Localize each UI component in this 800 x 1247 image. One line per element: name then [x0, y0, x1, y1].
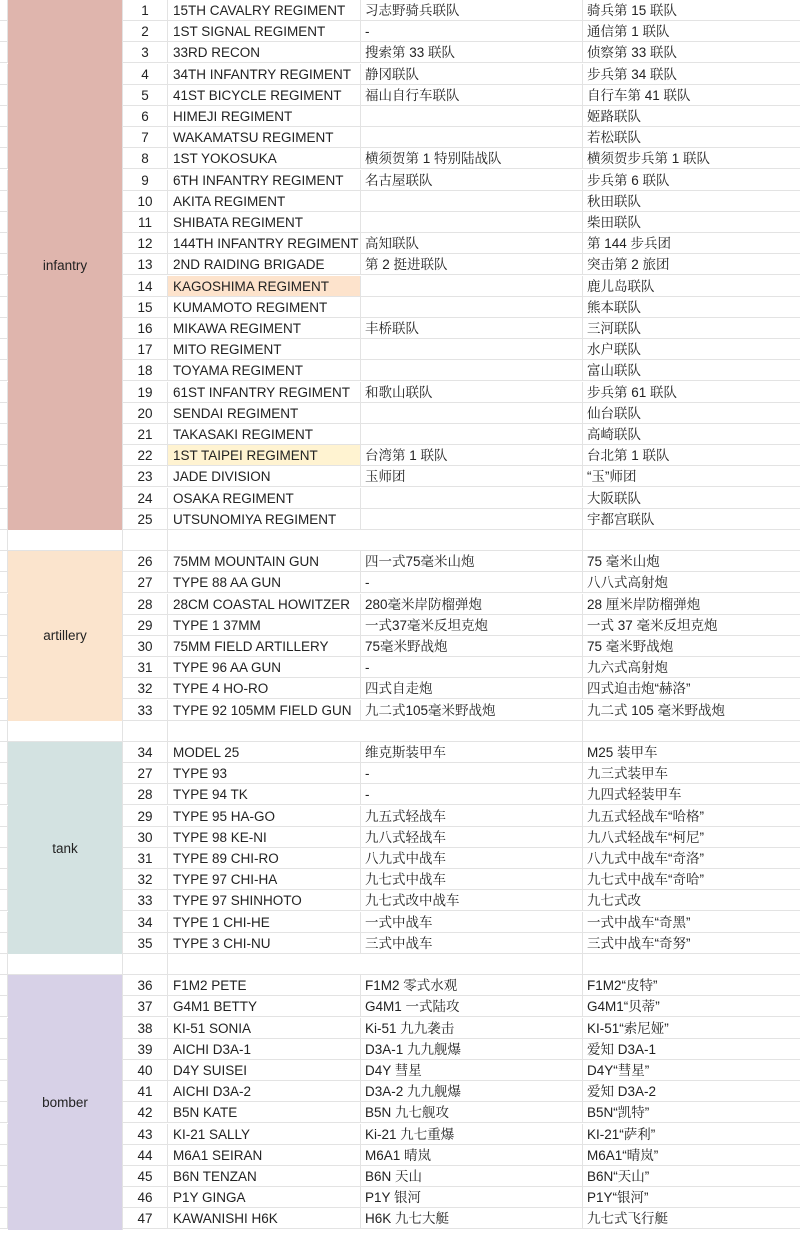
translation-cell[interactable]: M25 装甲车 [583, 742, 800, 763]
row-margin-cell[interactable] [0, 827, 8, 848]
row-number-cell[interactable]: 13 [123, 254, 168, 275]
english-name-cell[interactable]: 144TH INFANTRY REGIMENT [168, 233, 361, 254]
row-number-cell[interactable]: 29 [123, 806, 168, 827]
row-number-cell[interactable]: 22 [123, 445, 168, 466]
english-name-cell[interactable]: TYPE 1 37MM [168, 615, 361, 636]
chinese-name-cell[interactable]: 台湾第 1 联队 [361, 445, 583, 466]
row-number-cell[interactable]: 1 [123, 0, 168, 21]
chinese-name-cell[interactable]: 维克斯装甲车 [361, 742, 583, 763]
row-margin-cell[interactable] [0, 1102, 8, 1123]
row-number-cell[interactable]: 25 [123, 509, 168, 530]
row-number-cell[interactable]: 19 [123, 382, 168, 403]
row-number-cell[interactable]: 30 [123, 636, 168, 657]
english-name-cell[interactable]: TYPE 97 CHI-HA [168, 869, 361, 890]
chinese-name-cell[interactable]: 福山自行车联队 [361, 85, 583, 106]
translation-cell[interactable]: 柴田联队 [583, 212, 800, 233]
english-name-cell[interactable]: 6TH INFANTRY REGIMENT [168, 170, 361, 191]
empty-row[interactable] [0, 530, 800, 551]
row-margin-cell[interactable] [0, 1060, 8, 1081]
row-number-cell[interactable]: 33 [123, 700, 168, 721]
row-margin-cell[interactable] [0, 42, 8, 63]
row-number-cell[interactable]: 30 [123, 827, 168, 848]
chinese-name-cell[interactable]: 习志野骑兵联队 [361, 0, 583, 21]
english-name-cell[interactable]: TYPE 93 [168, 763, 361, 784]
translation-cell[interactable]: 九二式 105 毫米野战炮 [583, 700, 800, 721]
row-number-cell[interactable]: 43 [123, 1124, 168, 1145]
row-number-cell[interactable]: 17 [123, 339, 168, 360]
row-number-cell[interactable]: 9 [123, 170, 168, 191]
row-margin-cell[interactable] [0, 212, 8, 233]
empty-row[interactable] [0, 954, 800, 975]
chinese-name-cell[interactable]: 四一式75毫米山炮 [361, 551, 583, 572]
chinese-name-cell[interactable]: 四式自走炮 [361, 678, 583, 699]
chinese-name-cell[interactable] [361, 212, 583, 233]
row-number-cell[interactable]: 32 [123, 869, 168, 890]
row-margin-cell[interactable] [0, 191, 8, 212]
english-name-cell[interactable]: OSAKA REGIMENT [168, 488, 361, 509]
english-name-cell[interactable]: TYPE 96 AA GUN [168, 657, 361, 678]
row-margin-cell[interactable] [0, 254, 8, 275]
english-name-cell[interactable]: UTSUNOMIYA REGIMENT [168, 509, 361, 530]
row-number-cell[interactable]: 28 [123, 594, 168, 615]
translation-cell[interactable]: 步兵第 61 联队 [583, 382, 800, 403]
english-name-cell[interactable]: JADE DIVISION [168, 466, 361, 487]
translation-cell[interactable]: 28 厘米岸防榴弹炮 [583, 594, 800, 615]
row-margin-cell[interactable] [0, 996, 8, 1017]
translation-cell[interactable]: 九五式轻战车“哈格” [583, 806, 800, 827]
category-cell-bomber[interactable]: bomber [8, 975, 123, 1229]
translation-cell[interactable]: 爱知 D3A-2 [583, 1081, 800, 1102]
chinese-name-cell[interactable] [361, 509, 583, 530]
english-name-cell[interactable]: AICHI D3A-1 [168, 1039, 361, 1060]
translation-cell[interactable]: KI-21“萨利” [583, 1124, 800, 1145]
row-margin-cell[interactable] [0, 509, 8, 530]
translation-cell[interactable]: KI-51“索尼娅” [583, 1018, 800, 1039]
row-number-cell[interactable]: 31 [123, 657, 168, 678]
translation-cell[interactable]: 75 毫米山炮 [583, 551, 800, 572]
english-name-cell[interactable]: 28CM COASTAL HOWITZER [168, 594, 361, 615]
translation-cell[interactable]: 高崎联队 [583, 424, 800, 445]
translation-cell[interactable]: 骑兵第 15 联队 [583, 0, 800, 21]
row-margin-cell[interactable] [0, 148, 8, 169]
row-margin-cell[interactable] [0, 403, 8, 424]
translation-cell[interactable]: F1M2“皮特” [583, 975, 800, 996]
translation-cell[interactable]: B6N“天山” [583, 1166, 800, 1187]
chinese-name-cell[interactable]: P1Y 银河 [361, 1187, 583, 1208]
translation-cell[interactable]: 三式中战车“奇努” [583, 933, 800, 954]
row-number-cell[interactable]: 21 [123, 424, 168, 445]
chinese-name-cell[interactable]: 一式37毫米反坦克炮 [361, 615, 583, 636]
translation-cell[interactable]: 九四式轻装甲车 [583, 784, 800, 805]
english-name-cell[interactable]: TOYAMA REGIMENT [168, 360, 361, 381]
english-name-cell[interactable]: 1ST TAIPEI REGIMENT [168, 445, 361, 466]
chinese-name-cell[interactable]: 横须贺第 1 特别陆战队 [361, 148, 583, 169]
chinese-name-cell[interactable]: 名古屋联队 [361, 170, 583, 191]
translation-cell[interactable]: 八九式中战车“奇洛” [583, 848, 800, 869]
translation-cell[interactable]: 鹿儿岛联队 [583, 276, 800, 297]
english-name-cell[interactable]: M6A1 SEIRAN [168, 1145, 361, 1166]
row-margin-cell[interactable] [0, 657, 8, 678]
row-number-cell[interactable]: 46 [123, 1187, 168, 1208]
row-number-cell[interactable]: 5 [123, 85, 168, 106]
row-margin-cell[interactable] [0, 1124, 8, 1145]
row-number-cell[interactable]: 10 [123, 191, 168, 212]
translation-cell[interactable]: 九七式改 [583, 890, 800, 911]
chinese-name-cell[interactable]: - [361, 572, 583, 593]
row-margin-cell[interactable] [0, 890, 8, 911]
english-name-cell[interactable]: D4Y SUISEI [168, 1060, 361, 1081]
chinese-name-cell[interactable]: F1M2 零式水观 [361, 975, 583, 996]
row-margin-cell[interactable] [0, 85, 8, 106]
chinese-name-cell[interactable]: Ki-21 九七重爆 [361, 1124, 583, 1145]
row-margin-cell[interactable] [0, 784, 8, 805]
translation-cell[interactable]: 步兵第 6 联队 [583, 170, 800, 191]
row-number-cell[interactable]: 39 [123, 1039, 168, 1060]
row-margin-cell[interactable] [0, 127, 8, 148]
empty-row[interactable] [0, 721, 800, 742]
row-number-cell[interactable]: 35 [123, 933, 168, 954]
english-name-cell[interactable]: TAKASAKI REGIMENT [168, 424, 361, 445]
row-margin-cell[interactable] [0, 1145, 8, 1166]
translation-cell[interactable]: 爱知 D3A-1 [583, 1039, 800, 1060]
english-name-cell[interactable]: TYPE 88 AA GUN [168, 572, 361, 593]
english-name-cell[interactable]: KAGOSHIMA REGIMENT [168, 276, 361, 297]
chinese-name-cell[interactable] [361, 403, 583, 424]
row-number-cell[interactable]: 33 [123, 890, 168, 911]
english-name-cell[interactable]: MITO REGIMENT [168, 339, 361, 360]
english-name-cell[interactable]: 75MM MOUNTAIN GUN [168, 551, 361, 572]
english-name-cell[interactable]: TYPE 97 SHINHOTO [168, 890, 361, 911]
row-number-cell[interactable]: 26 [123, 551, 168, 572]
chinese-name-cell[interactable]: 静冈联队 [361, 64, 583, 85]
translation-cell[interactable]: 九三式装甲车 [583, 763, 800, 784]
row-margin-cell[interactable] [0, 382, 8, 403]
row-margin-cell[interactable] [0, 551, 8, 572]
chinese-name-cell[interactable]: 280毫米岸防榴弹炮 [361, 594, 583, 615]
english-name-cell[interactable]: P1Y GINGA [168, 1187, 361, 1208]
english-name-cell[interactable]: SENDAI REGIMENT [168, 403, 361, 424]
row-number-cell[interactable]: 18 [123, 360, 168, 381]
row-number-cell[interactable]: 47 [123, 1208, 168, 1229]
english-name-cell[interactable]: TYPE 1 CHI-HE [168, 912, 361, 933]
chinese-name-cell[interactable] [361, 276, 583, 297]
chinese-name-cell[interactable]: 搜索第 33 联队 [361, 42, 583, 63]
translation-cell[interactable]: B5N“凯特” [583, 1102, 800, 1123]
category-cell-artillery[interactable]: artillery [8, 551, 123, 721]
translation-cell[interactable]: 横须贺步兵第 1 联队 [583, 148, 800, 169]
english-name-cell[interactable]: 34TH INFANTRY REGIMENT [168, 64, 361, 85]
translation-cell[interactable]: 一式 37 毫米反坦克炮 [583, 615, 800, 636]
english-name-cell[interactable]: TYPE 92 105MM FIELD GUN [168, 700, 361, 721]
row-margin-cell[interactable] [0, 1208, 8, 1229]
row-margin-cell[interactable] [0, 912, 8, 933]
row-number-cell[interactable]: 36 [123, 975, 168, 996]
row-margin-cell[interactable] [0, 466, 8, 487]
category-cell-tank[interactable]: tank [8, 742, 123, 954]
translation-cell[interactable]: 八八式高射炮 [583, 572, 800, 593]
row-number-cell[interactable]: 31 [123, 848, 168, 869]
english-name-cell[interactable]: TYPE 95 HA-GO [168, 806, 361, 827]
row-number-cell[interactable]: 2 [123, 21, 168, 42]
translation-cell[interactable]: 九六式高射炮 [583, 657, 800, 678]
english-name-cell[interactable]: B5N KATE [168, 1102, 361, 1123]
english-name-cell[interactable]: TYPE 94 TK [168, 784, 361, 805]
translation-cell[interactable]: 台北第 1 联队 [583, 445, 800, 466]
chinese-name-cell[interactable]: B5N 九七舰攻 [361, 1102, 583, 1123]
row-margin-cell[interactable] [0, 488, 8, 509]
chinese-name-cell[interactable]: - [361, 21, 583, 42]
chinese-name-cell[interactable]: 九八式轻战车 [361, 827, 583, 848]
translation-cell[interactable]: 熊本联队 [583, 297, 800, 318]
row-margin-cell[interactable] [0, 678, 8, 699]
chinese-name-cell[interactable] [361, 424, 583, 445]
translation-cell[interactable]: 九七式中战车“奇哈” [583, 869, 800, 890]
english-name-cell[interactable]: F1M2 PETE [168, 975, 361, 996]
row-margin-cell[interactable] [0, 297, 8, 318]
row-margin-cell[interactable] [0, 572, 8, 593]
translation-cell[interactable]: 自行车第 41 联队 [583, 85, 800, 106]
row-number-cell[interactable]: 11 [123, 212, 168, 233]
english-name-cell[interactable]: 2ND RAIDING BRIGADE [168, 254, 361, 275]
row-number-cell[interactable]: 4 [123, 64, 168, 85]
row-number-cell[interactable]: 12 [123, 233, 168, 254]
chinese-name-cell[interactable]: 75毫米野战炮 [361, 636, 583, 657]
row-margin-cell[interactable] [0, 318, 8, 339]
row-number-cell[interactable]: 20 [123, 403, 168, 424]
row-margin-cell[interactable] [0, 933, 8, 954]
english-name-cell[interactable]: AICHI D3A-2 [168, 1081, 361, 1102]
english-name-cell[interactable]: KI-51 SONIA [168, 1018, 361, 1039]
chinese-name-cell[interactable]: D3A-1 九九舰爆 [361, 1039, 583, 1060]
english-name-cell[interactable]: 75MM FIELD ARTILLERY [168, 636, 361, 657]
chinese-name-cell[interactable] [361, 191, 583, 212]
row-number-cell[interactable]: 38 [123, 1018, 168, 1039]
row-number-cell[interactable]: 3 [123, 42, 168, 63]
row-number-cell[interactable]: 29 [123, 615, 168, 636]
english-name-cell[interactable]: TYPE 89 CHI-RO [168, 848, 361, 869]
chinese-name-cell[interactable]: 玉师团 [361, 466, 583, 487]
translation-cell[interactable]: 水户联队 [583, 339, 800, 360]
row-number-cell[interactable]: 32 [123, 678, 168, 699]
row-margin-cell[interactable] [0, 636, 8, 657]
row-margin-cell[interactable] [0, 424, 8, 445]
row-number-cell[interactable]: 40 [123, 1060, 168, 1081]
translation-cell[interactable]: 突击第 2 旅团 [583, 254, 800, 275]
translation-cell[interactable]: 宇都宫联队 [583, 509, 800, 530]
english-name-cell[interactable]: B6N TENZAN [168, 1166, 361, 1187]
row-number-cell[interactable]: 34 [123, 912, 168, 933]
translation-cell[interactable]: 秋田联队 [583, 191, 800, 212]
english-name-cell[interactable]: G4M1 BETTY [168, 996, 361, 1017]
row-number-cell[interactable]: 14 [123, 276, 168, 297]
row-number-cell[interactable]: 15 [123, 297, 168, 318]
translation-cell[interactable]: 大阪联队 [583, 488, 800, 509]
row-margin-cell[interactable] [0, 21, 8, 42]
chinese-name-cell[interactable]: 和歌山联队 [361, 382, 583, 403]
row-margin-cell[interactable] [0, 1039, 8, 1060]
row-margin-cell[interactable] [0, 615, 8, 636]
english-name-cell[interactable]: 1ST SIGNAL REGIMENT [168, 21, 361, 42]
chinese-name-cell[interactable]: B6N 天山 [361, 1166, 583, 1187]
row-number-cell[interactable]: 23 [123, 466, 168, 487]
row-number-cell[interactable]: 27 [123, 572, 168, 593]
row-margin-cell[interactable] [0, 339, 8, 360]
row-number-cell[interactable]: 34 [123, 742, 168, 763]
row-margin-cell[interactable] [0, 1187, 8, 1208]
english-name-cell[interactable]: 33RD RECON [168, 42, 361, 63]
row-margin-cell[interactable] [0, 1166, 8, 1187]
row-number-cell[interactable]: 45 [123, 1166, 168, 1187]
row-number-cell[interactable]: 41 [123, 1081, 168, 1102]
chinese-name-cell[interactable]: H6K 九七大艇 [361, 1208, 583, 1229]
chinese-name-cell[interactable]: 第 2 挺进联队 [361, 254, 583, 275]
translation-cell[interactable]: 第 144 步兵团 [583, 233, 800, 254]
translation-cell[interactable]: 姬路联队 [583, 106, 800, 127]
chinese-name-cell[interactable]: M6A1 晴岚 [361, 1145, 583, 1166]
translation-cell[interactable]: 富山联队 [583, 360, 800, 381]
translation-cell[interactable]: 仙台联队 [583, 403, 800, 424]
chinese-name-cell[interactable]: 三式中战车 [361, 933, 583, 954]
english-name-cell[interactable]: KUMAMOTO REGIMENT [168, 297, 361, 318]
chinese-name-cell[interactable]: 九七式改中战车 [361, 890, 583, 911]
translation-cell[interactable]: 通信第 1 联队 [583, 21, 800, 42]
row-margin-cell[interactable] [0, 763, 8, 784]
row-margin-cell[interactable] [0, 700, 8, 721]
row-number-cell[interactable]: 6 [123, 106, 168, 127]
chinese-name-cell[interactable] [361, 127, 583, 148]
english-name-cell[interactable]: MODEL 25 [168, 742, 361, 763]
row-number-cell[interactable]: 24 [123, 488, 168, 509]
chinese-name-cell[interactable]: - [361, 763, 583, 784]
chinese-name-cell[interactable] [361, 488, 583, 509]
translation-cell[interactable]: 三河联队 [583, 318, 800, 339]
translation-cell[interactable]: P1Y“银河” [583, 1187, 800, 1208]
row-margin-cell[interactable] [0, 742, 8, 763]
row-margin-cell[interactable] [0, 360, 8, 381]
english-name-cell[interactable]: SHIBATA REGIMENT [168, 212, 361, 233]
translation-cell[interactable]: M6A1“晴岚” [583, 1145, 800, 1166]
chinese-name-cell[interactable]: 丰桥联队 [361, 318, 583, 339]
category-cell-infantry[interactable]: infantry [8, 0, 123, 530]
english-name-cell[interactable]: MIKAWA REGIMENT [168, 318, 361, 339]
row-margin-cell[interactable] [0, 848, 8, 869]
row-number-cell[interactable]: 16 [123, 318, 168, 339]
row-number-cell[interactable]: 44 [123, 1145, 168, 1166]
row-margin-cell[interactable] [0, 0, 8, 21]
row-margin-cell[interactable] [0, 1018, 8, 1039]
translation-cell[interactable]: 若松联队 [583, 127, 800, 148]
row-margin-cell[interactable] [0, 806, 8, 827]
row-margin-cell[interactable] [0, 64, 8, 85]
chinese-name-cell[interactable]: - [361, 784, 583, 805]
row-margin-cell[interactable] [0, 445, 8, 466]
row-margin-cell[interactable] [0, 869, 8, 890]
english-name-cell[interactable]: HIMEJI REGIMENT [168, 106, 361, 127]
english-name-cell[interactable]: 41ST BICYCLE REGIMENT [168, 85, 361, 106]
english-name-cell[interactable]: WAKAMATSU REGIMENT [168, 127, 361, 148]
row-number-cell[interactable]: 42 [123, 1102, 168, 1123]
translation-cell[interactable]: 步兵第 34 联队 [583, 64, 800, 85]
english-name-cell[interactable]: TYPE 98 KE-NI [168, 827, 361, 848]
translation-cell[interactable]: “玉”师团 [583, 466, 800, 487]
row-number-cell[interactable]: 27 [123, 763, 168, 784]
english-name-cell[interactable]: TYPE 4 HO-RO [168, 678, 361, 699]
english-name-cell[interactable]: 61ST INFANTRY REGIMENT [168, 382, 361, 403]
english-name-cell[interactable]: 1ST YOKOSUKA [168, 148, 361, 169]
chinese-name-cell[interactable]: D3A-2 九九舰爆 [361, 1081, 583, 1102]
translation-cell[interactable]: 75 毫米野战炮 [583, 636, 800, 657]
chinese-name-cell[interactable] [361, 297, 583, 318]
translation-cell[interactable]: D4Y“彗星” [583, 1060, 800, 1081]
row-number-cell[interactable]: 28 [123, 784, 168, 805]
row-number-cell[interactable]: 8 [123, 148, 168, 169]
row-margin-cell[interactable] [0, 594, 8, 615]
chinese-name-cell[interactable]: 八九式中战车 [361, 848, 583, 869]
chinese-name-cell[interactable]: G4M1 一式陆攻 [361, 996, 583, 1017]
chinese-name-cell[interactable]: Ki-51 九九袭击 [361, 1018, 583, 1039]
translation-cell[interactable]: 四式迫击炮“赫洛” [583, 678, 800, 699]
chinese-name-cell[interactable]: D4Y 彗星 [361, 1060, 583, 1081]
row-margin-cell[interactable] [0, 106, 8, 127]
english-name-cell[interactable]: AKITA REGIMENT [168, 191, 361, 212]
row-margin-cell[interactable] [0, 276, 8, 297]
row-margin-cell[interactable] [0, 170, 8, 191]
chinese-name-cell[interactable]: 一式中战车 [361, 912, 583, 933]
chinese-name-cell[interactable] [361, 339, 583, 360]
row-number-cell[interactable]: 7 [123, 127, 168, 148]
chinese-name-cell[interactable]: 九五式轻战车 [361, 806, 583, 827]
english-name-cell[interactable]: TYPE 3 CHI-NU [168, 933, 361, 954]
chinese-name-cell[interactable]: 九二式105毫米野战炮 [361, 700, 583, 721]
chinese-name-cell[interactable] [361, 106, 583, 127]
translation-cell[interactable]: 一式中战车“奇黑” [583, 912, 800, 933]
translation-cell[interactable]: 侦察第 33 联队 [583, 42, 800, 63]
chinese-name-cell[interactable] [361, 360, 583, 381]
translation-cell[interactable]: 九七式飞行艇 [583, 1208, 800, 1229]
translation-cell[interactable]: G4M1“贝蒂” [583, 996, 800, 1017]
english-name-cell[interactable]: 15TH CAVALRY REGIMENT [168, 0, 361, 21]
row-number-cell[interactable]: 37 [123, 996, 168, 1017]
chinese-name-cell[interactable]: 高知联队 [361, 233, 583, 254]
row-margin-cell[interactable] [0, 975, 8, 996]
row-margin-cell[interactable] [0, 1081, 8, 1102]
english-name-cell[interactable]: KI-21 SALLY [168, 1124, 361, 1145]
translation-cell[interactable]: 九八式轻战车“柯尼” [583, 827, 800, 848]
row-margin-cell[interactable] [0, 233, 8, 254]
english-name-cell[interactable]: KAWANISHI H6K [168, 1208, 361, 1229]
chinese-name-cell[interactable]: - [361, 657, 583, 678]
chinese-name-cell[interactable]: 九七式中战车 [361, 869, 583, 890]
